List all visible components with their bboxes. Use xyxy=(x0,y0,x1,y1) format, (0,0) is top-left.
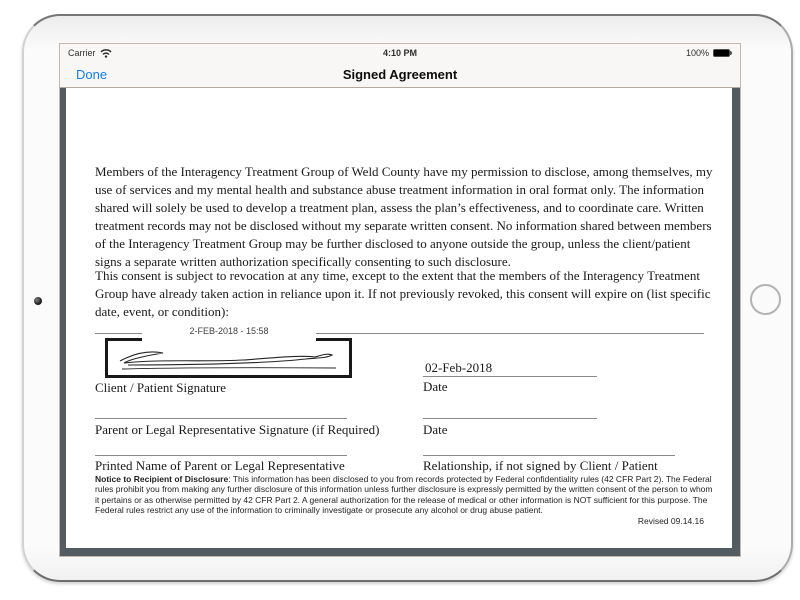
revised-label: Revised 09.14.16 xyxy=(637,516,704,526)
date-line xyxy=(423,376,597,377)
signature-scribble xyxy=(108,341,349,375)
done-button[interactable]: Done xyxy=(76,66,108,82)
document-page xyxy=(66,88,732,548)
nav-bar xyxy=(60,61,740,88)
disclosure-notice-body: : This information has been disclosed to you from records protected by Federal confidentiality rules (42 CFR Part 2). The Federal rules prohibit you from making any further disclosure of this information unless further disclosure is expressly permitted by the written consent of the person to whom it pertains or as otherwise permitted by 42 CFR Part 2. A general authorization for the release of medical or other information is NOT sufficient for this purpose. The Federal rules restrict any use of the information to criminally investigate or prosecute any alcohol or drug abuse patient. xyxy=(95,474,713,516)
home-button[interactable] xyxy=(750,284,781,315)
status-bar xyxy=(60,44,740,61)
status-time: 4:10 PM xyxy=(382,47,417,58)
screen xyxy=(59,43,741,557)
disclosure-notice xyxy=(95,474,715,516)
parent-date-label: Date xyxy=(423,422,448,437)
printed-name-label: Printed Name of Parent or Legal Representative xyxy=(95,458,345,473)
disclosure-notice-title: Notice to Recipient of Disclosure xyxy=(95,474,229,484)
document-viewer[interactable] xyxy=(60,88,740,557)
parent-date-line xyxy=(423,418,597,419)
nav-title: Signed Agreement xyxy=(342,66,458,82)
signature-box xyxy=(105,338,352,378)
signature-date-value: 02-Feb-2018 xyxy=(425,360,493,375)
parent-signature-line xyxy=(95,418,347,419)
consent-paragraph-2: This consent is subject to revocation at any time, except to the extent that the members of the Interagency Treatment Group have already taken action in reliance upon it. If not previously revoked, this consent will expire on (list specific date, event, or condition): xyxy=(95,268,711,319)
battery-icon xyxy=(713,49,732,57)
signature-timestamp: 2-FEB-2018 - 15:58 xyxy=(142,324,316,341)
parent-signature-label: Parent or Legal Representative Signature (if Required) xyxy=(95,422,380,437)
relationship-line xyxy=(423,455,675,456)
battery-percent: 100% xyxy=(685,47,709,58)
front-camera-dot xyxy=(34,297,42,305)
printed-name-line xyxy=(95,455,347,456)
client-signature-label: Client / Patient Signature xyxy=(95,380,227,395)
ipad-device-frame xyxy=(22,14,793,582)
carrier-label: Carrier xyxy=(68,47,96,58)
date-label: Date xyxy=(423,379,448,394)
relationship-label: Relationship, if not signed by Client / Patient xyxy=(423,458,658,473)
consent-paragraph-1: Members of the Interagency Treatment Group of Weld County have my permission to disclose, among themselves, my use of services and my mental health and substance abuse treatment information in oral format only. The information shared will solely be used to develop a treatment plan, assess the plan’s effectiveness, and to coordinate care. Written treatment records may not be disclosed without my separate written consent. No information shared between members of the Interagency Treatment Group may be further disclosed to anyone outside the group, unless the client/patient signs a separate written authorization specifically consenting to such disclosure. xyxy=(95,164,713,269)
